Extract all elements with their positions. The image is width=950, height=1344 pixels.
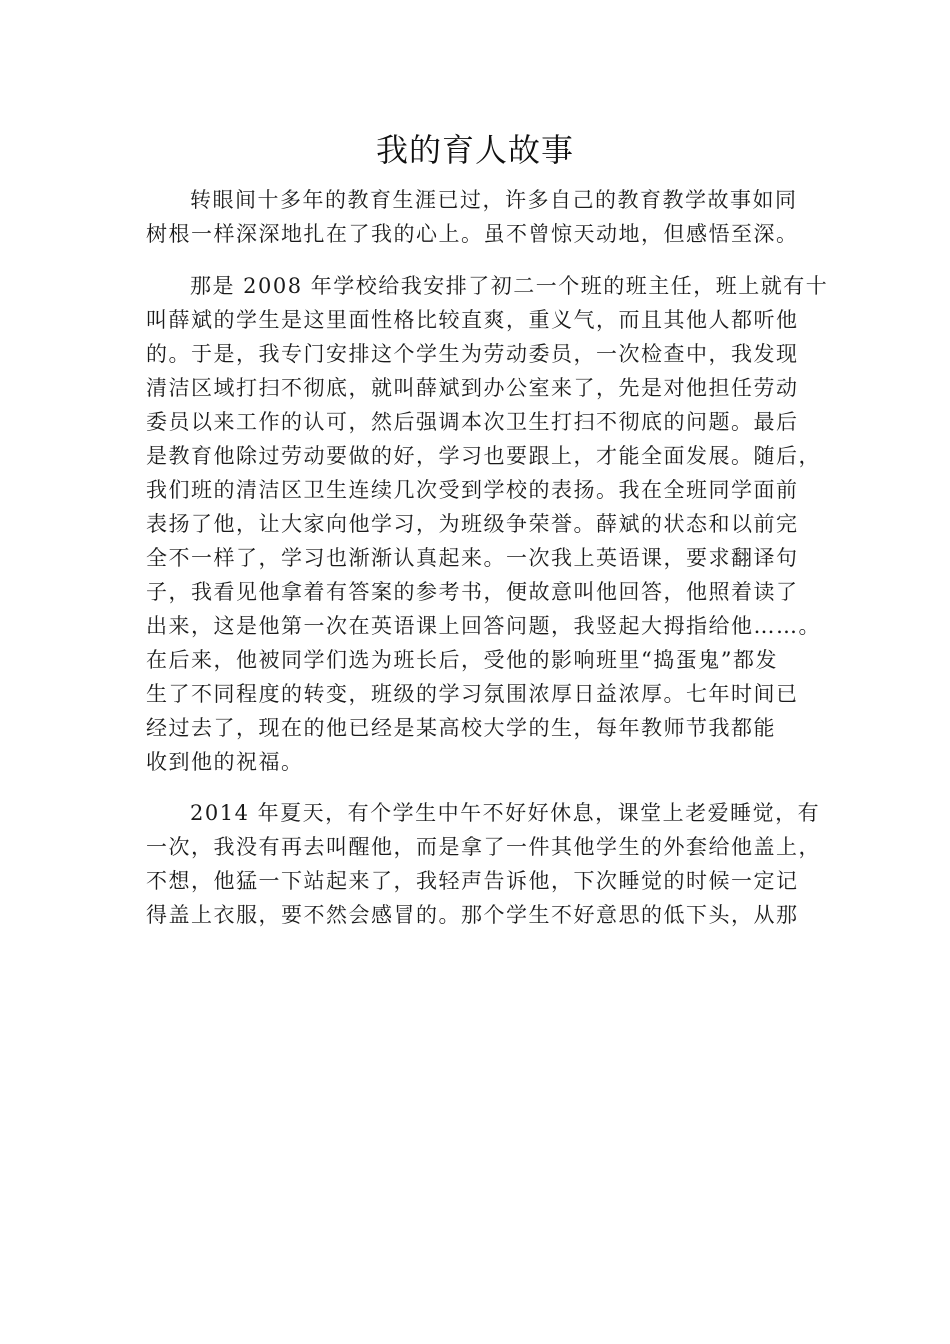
text-line: 在后来，他被同学们选为班长后，受他的影响班里“捣蛋鬼”都发 (146, 647, 778, 672)
text-line: 那是 2008 年学校给我安排了初二一个班的班主任，班上就有十 (190, 273, 829, 298)
document-title: 我的育人故事 (375, 131, 574, 169)
text-line: 叫薛斌的学生是这里面性格比较直爽，重义气，而且其他人都听他 (146, 307, 799, 332)
paragraph (146, 796, 826, 932)
text-line: 不想，他猛一下站起来了，我轻声告诉他，下次睡觉的时候一定记 (146, 869, 799, 893)
text-line: 子，我看见他拿着有答案的参考书，便故意叫他回答，他照着读了 (146, 579, 799, 604)
text-line: 是教育他除过劳动要做的好，学习也要跟上，才能全面发展。随后， (146, 443, 821, 468)
text-line: 的。于是，我专门安排这个学生为劳动委员，一次检查中，我发现 (146, 341, 799, 366)
text-line: 表扬了他，让大家向他学习，为班级争荣誉。薛斌的状态和以前完 (146, 511, 799, 536)
text-line: 得盖上衣服，要不然会感冒的。那个学生不好意思的低下头，从那 (146, 903, 799, 927)
paragraph-gap (146, 779, 826, 797)
text-line: 生了不同程度的转变，班级的学习氛围浓厚日益浓厚。七年时间已 (146, 681, 799, 706)
paragraph (146, 183, 826, 251)
text-line: 2014 年夏天，有个学生中午不好好休息，课堂上老爱睡觉，有 (190, 801, 821, 825)
text-line: 一次，我没有再去叫醒他，而是拿了一件其他学生的外套给他盖上， (146, 835, 821, 859)
text-line: 经过去了，现在的他已经是某高校大学的生，每年教师节我都能 (146, 715, 776, 740)
document-body (146, 183, 829, 932)
text-line: 清洁区域打扫不彻底，就叫薛斌到办公室来了，先是对他担任劳动 (146, 375, 799, 400)
text-line: 出来，这是他第一次在英语课上回答问题，我竖起大拇指给他……。 (146, 613, 821, 638)
text-line: 委员以来工作的认可，然后强调本次卫生打扫不彻底的问题。最后 (146, 409, 799, 434)
paragraph (146, 269, 829, 779)
text-line: 收到他的祝福。 (146, 749, 304, 774)
paragraph-gap (146, 251, 826, 269)
text-line: 我们班的清洁区卫生连续几次受到学校的表扬。我在全班同学面前 (146, 477, 799, 502)
text-line: 全不一样了，学习也渐渐认真起来。一次我上英语课，要求翻译句 (146, 545, 799, 570)
text-line: 树根一样深深地扎在了我的心上。虽不曾惊天动地，但感悟至深。 (146, 222, 799, 246)
text-line: 转眼间十多年的教育生涯已过，许多自己的教育教学故事如同 (190, 188, 798, 212)
